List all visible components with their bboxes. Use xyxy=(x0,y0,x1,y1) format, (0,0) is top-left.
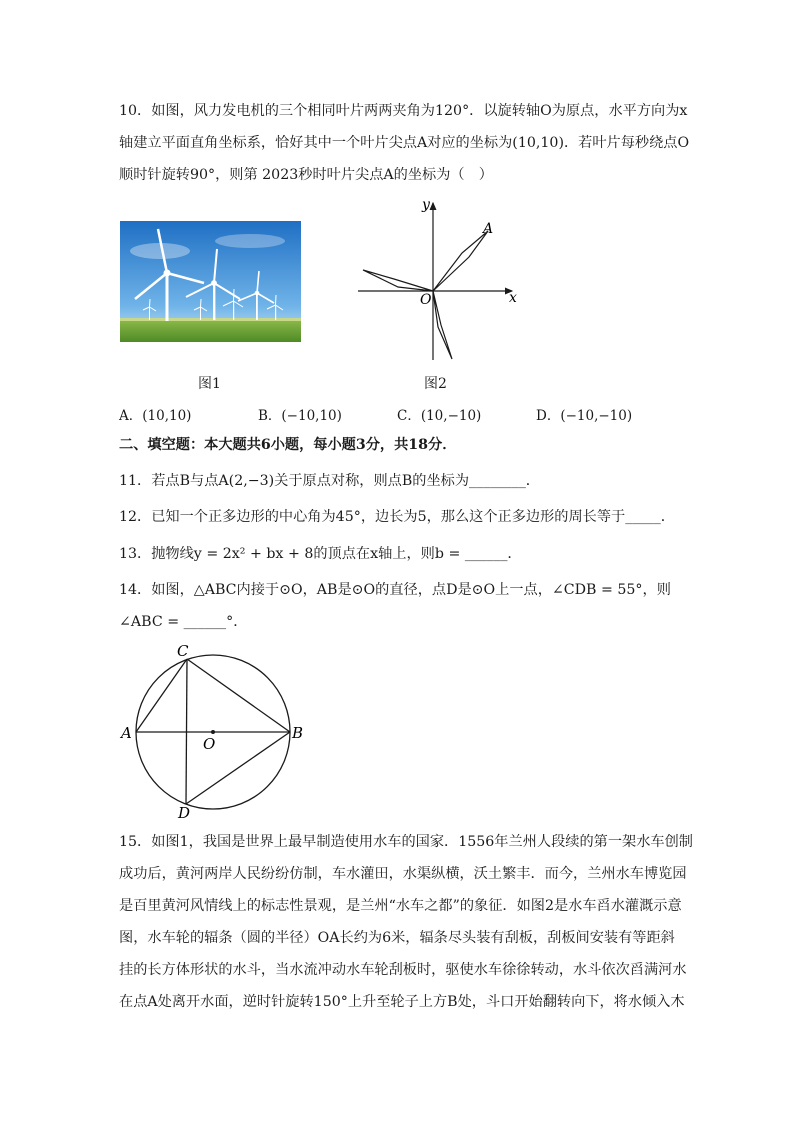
segment-cd xyxy=(186,659,187,804)
blade-a xyxy=(433,231,488,291)
q15-line-2: 成功后，黄河两岸人民纷纷仿制，车水灌田，水渠纵横，沃土繁丰．而今，兰州水车博览园 xyxy=(119,866,687,882)
origin-label: O xyxy=(420,292,432,308)
option-c: C．(10,−10) xyxy=(397,408,482,424)
option-a: A．(10,10) xyxy=(119,408,192,424)
q15-line-1: 15．如图1，我国是世界上最早制造使用水车的国家．1556年兰州人段续的第一架水车创制 xyxy=(119,834,693,850)
figure-2-caption: 图2 xyxy=(424,376,447,392)
y-axis-label: y xyxy=(422,197,430,213)
blade-coordinate-diagram xyxy=(352,195,532,365)
option-b: B．(−10,10) xyxy=(258,408,342,424)
blade-left xyxy=(363,270,433,291)
q13-text: 13．抛物线y = 2x² + bx + 8的顶点在x轴上，则b = ______． xyxy=(119,546,522,562)
label-b: B xyxy=(292,724,304,742)
section-heading: 二、填空题：本大题共6小题，每小题3分，共18分． xyxy=(119,437,457,453)
q10-line-1: 10．如图，风力发电机的三个相同叶片两两夹角为120°．以旋转轴O为原点，水平方向为x xyxy=(119,103,688,119)
figure-1-caption: 图1 xyxy=(198,376,221,392)
wind-turbine-photo xyxy=(120,221,301,342)
q14-line-1: 14．如图，△ABC内接于⊙O，AB是⊙O的直径，点D是⊙O上一点，∠CDB = 55°，则 xyxy=(119,582,671,598)
q10-line-3: 顺时针旋转90°，则第 2023秒时叶片尖点A的坐标为（ ） xyxy=(119,167,493,183)
q15-line-6: 在点A处离开水面，逆时针旋转150°上升至轮子上方B处，斗口开始翻转向下，将水倾入木 xyxy=(119,994,685,1010)
q15-line-3: 是百里黄河风情线上的标志性景观，是兰州“水车之都”的象征．如图2是水车舀水灌溉示意 xyxy=(119,898,682,914)
circle-triangle-diagram xyxy=(115,640,315,820)
q10-line-2: 轴建立平面直角坐标系，恰好其中一个叶片尖点A对应的坐标为(10,10)．若叶片每秒绕点O xyxy=(119,135,690,151)
q11-text: 11．若点B与点A(2,−3)关于原点对称，则点B的坐标为________． xyxy=(119,473,540,489)
point-a-label: A xyxy=(483,221,494,237)
x-axis-label: x xyxy=(509,290,517,306)
blade-down xyxy=(433,291,452,359)
q14-line-2: ∠ABC = ______°． xyxy=(119,614,248,630)
label-o: O xyxy=(203,735,216,753)
segment-db xyxy=(186,732,290,804)
option-d: D．(−10,−10) xyxy=(536,408,633,424)
q12-text: 12．已知一个正多边形的中心角为45°，边长为5，那么这个正多边形的周长等于_____． xyxy=(119,509,675,525)
segment-ac xyxy=(136,659,187,732)
q15-line-4: 图，水车轮的辐条（圆的半径）OA长约为6米，辐条尽头装有刮板，刮板间安装有等距斜 xyxy=(119,930,675,946)
center-point xyxy=(211,730,215,734)
segment-cb xyxy=(187,659,290,732)
label-a: A xyxy=(121,724,132,742)
label-d: D xyxy=(178,804,191,820)
q15-line-5: 挂的长方体形状的水斗，当水流冲动水车轮刮板时，驱使水车徐徐转动，水斗依次舀满河水 xyxy=(119,962,687,978)
label-c: C xyxy=(177,642,189,660)
